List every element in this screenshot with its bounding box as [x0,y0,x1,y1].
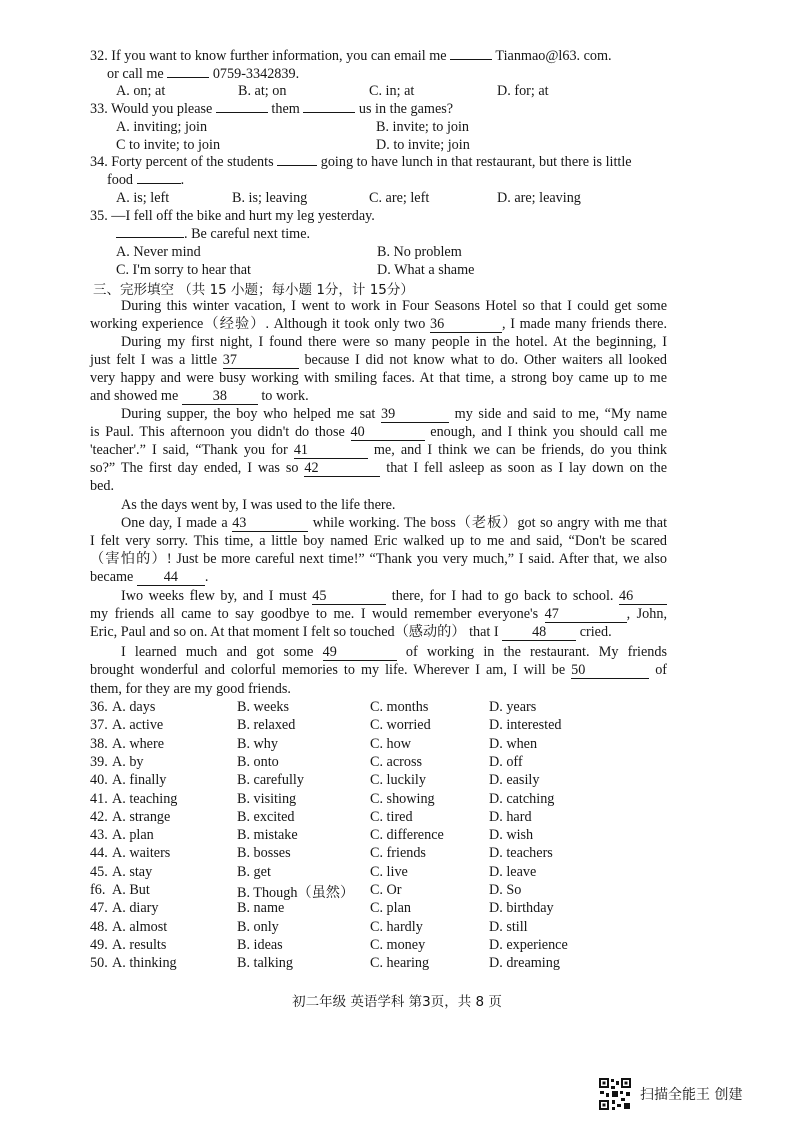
blank-44: 44 [137,569,205,586]
cloze-option-row [90,791,650,809]
option-c: C. friends [370,845,426,862]
q34-option-d: D. are; leaving [497,190,581,206]
option-a: A. strange [112,808,171,825]
option-a: A. teaching [112,790,178,807]
q32-option-d: D. for; at [497,83,549,99]
option-b: B. Though（虽然） [237,885,355,901]
cloze-option-row [90,955,650,973]
question-number: 44. [90,845,108,862]
passage-line: brought wonderful and colorful memories to my life. Wherever I am, I will be 50 of [90,662,668,678]
option-d: D. catching [489,790,555,807]
blank-36: 36 [430,316,502,333]
option-b: B. get [237,863,271,880]
option-c: C. how [370,735,411,752]
passage-line: them, for they are my good friends. [90,681,291,697]
option-d: D. interested [489,717,562,734]
q32-blank-1 [450,59,492,60]
option-d: D. years [489,699,537,715]
blank-48: 48 [502,624,576,641]
option-b: B. weeks [237,699,290,715]
question-number: 49. [90,936,108,953]
q33-blank-1 [216,112,268,113]
option-b: B. mistake [237,827,298,844]
question-number: 40. [90,772,108,789]
question-number: 36. [90,699,108,715]
option-a: A. stay [112,863,153,880]
scanner-watermark: 扫描全能王 创建 [640,1087,743,1103]
q34-option-c: C. are; left [369,190,430,206]
option-a: A. plan [112,827,154,844]
option-b: B. relaxed [237,717,296,734]
question-number: 45. [90,863,108,880]
passage-line: I learned much and got some 49 of working in the restaurant. My friends [121,644,667,660]
option-b: B. visiting [237,790,297,807]
cloze-option-row [90,827,650,845]
option-a: A. results [112,936,167,953]
q32-option-a: A. on; at [116,83,166,99]
passage-line: During my first night, I found there were so many people in the hotel. At the beginning, I [121,334,667,350]
option-b: B. excited [237,808,295,825]
q33-option-b: B. invite; to join [376,119,470,135]
option-b: B. why [237,735,278,752]
cloze-option-row [90,699,650,717]
option-d: D. So [489,882,522,898]
q35-option-b: B. No problem [377,244,462,260]
cloze-option-row [90,754,650,772]
question-number: 50. [90,955,108,972]
option-d: D. leave [489,863,537,880]
option-a: A. almost [112,918,168,935]
option-b: B. onto [237,753,279,770]
passage-line: During supper, the boy who helped me sat 39 my side and said to me, “My name [121,406,668,422]
blank-38: 38 [182,388,258,405]
blank-43: 43 [232,515,308,532]
blank-50: 50 [571,662,649,679]
passage-line: （害怕的）! Just be more careful next time!” “Thank you very much,” I said. After that, we also [90,551,667,567]
cloze-option-row [90,845,650,863]
passage-line: my friends all came to say goodbye to me. I would remember everyone's 47 , John, [90,606,668,622]
option-b: B. name [237,900,285,917]
option-a: A. by [112,753,144,770]
option-c: C. plan [370,900,411,917]
q34-option-b: B. is; leaving [232,190,308,206]
option-a: A. thinking [112,955,177,972]
passage-line: I felt very sorry. This time, a little boy named Eric walked up to me and said, “Don't be scared [90,533,667,549]
passage-line: bed. [90,478,115,494]
passage-line: Eric, Paul and so on. At that moment I felt so touched（感动的） that I 48 cried. [90,624,612,640]
option-c: C. tired [370,808,413,825]
q35-option-c: C. I'm sorry to hear that [116,262,251,278]
blank-46: 46 [619,588,667,605]
cloze-option-row [90,937,650,955]
q32-stem-line2: or call me 0759-3342839. [107,66,300,82]
option-c: C. Or [370,882,402,898]
question-number: f6. [90,882,106,898]
option-d: D. off [489,753,523,770]
option-d: D. birthday [489,900,554,917]
option-c: C. luckily [370,772,426,789]
cloze-option-row [90,717,650,735]
q32-option-b: B. at; on [238,83,287,99]
blank-39: 39 [381,406,449,423]
cloze-option-row [90,809,650,827]
question-number: 39. [90,753,108,770]
option-d: D. dreaming [489,955,560,972]
passage-line: Iwo weeks flew by, and I must 45 there, for I had to go back to school. 46 [121,587,667,605]
q34-option-a: A. is; left [116,190,170,206]
option-c: C. hearing [370,955,430,972]
passage-line: is Paul. This afternoon you didn't do those 40 enough, and I think you should call me [90,424,668,440]
q35-option-a: A. Never mind [116,244,201,260]
passage-line: During this winter vacation, I went to work in Four Seasons Hotel so that I could get some [121,298,667,314]
option-c: C. across [370,753,423,770]
blank-42: 42 [304,460,380,477]
passage-line: just felt I was a little 37 because I did not know what to do. Other waiters all looked [90,352,668,368]
passage-line: very happy and were busy working with smiling faces. At that time, a strong boy came up to me [90,370,667,386]
option-c: C. live [370,863,408,880]
option-a: A. where [112,735,164,752]
blank-41: 41 [294,442,368,459]
option-a: A. diary [112,900,159,917]
option-a: A. finally [112,772,167,789]
q35-option-d: D. What a shame [377,262,475,278]
option-c: C. hardly [370,918,423,935]
passage-line: 'teacher'.” I said, “Thank you for 41 me, and I think we can be friends, do you think [90,442,668,458]
passage-line: became 44 . [90,569,209,585]
option-c: C. showing [370,790,435,807]
question-number: 47. [90,900,108,917]
passage-line: and showed me 38 to work. [90,388,309,404]
blank-37: 37 [223,352,299,369]
q33-stem: 33. Would you please them us in the games? [90,101,454,117]
cloze-option-row [90,919,650,937]
question-number: 48. [90,918,108,935]
cloze-option-row [90,900,650,918]
question-number: 43. [90,827,108,844]
option-d: D. teachers [489,845,553,862]
q33-option-a: A. inviting; join [116,119,208,135]
q34-stem-line2: food . [107,172,185,188]
blank-49: 49 [323,644,397,661]
q35-stem: 35. —I fell off the bike and hurt my leg yesterday. [90,208,375,224]
question-number: 41. [90,790,108,807]
option-a: A. waiters [112,845,171,862]
option-d: D. easily [489,772,540,789]
passage-line: As the days went by, I was used to the life there. [121,497,396,513]
option-a: A. But [112,882,150,898]
q34-blank-2 [137,183,181,184]
question-number: 38. [90,735,108,752]
option-c: C. difference [370,827,444,844]
q34-stem: 34. Forty percent of the students going to have lunch in that restaurant, but there is little [90,154,632,170]
blank-47: 47 [545,606,627,623]
passage-line: working experience（经验）. Although it took only two 36 , I made many friends there. [90,316,667,332]
qr-code-icon [598,1077,632,1111]
cloze-option-row [90,864,650,882]
section-heading-cloze: 三、完形填空 （共 15 小题；每小题 1分，计 15分） [93,282,414,298]
cloze-option-row [90,736,650,754]
q32-blank-2 [167,77,209,78]
q32-option-c: C. in; at [369,83,415,99]
option-d: D. when [489,735,538,752]
q35-stem-line2: . Be careful next time. [116,225,310,243]
option-b: B. talking [237,955,293,972]
option-c: C. money [370,936,426,953]
option-c: C. months [370,699,429,715]
option-b: B. ideas [237,936,283,953]
option-d: D. still [489,918,528,935]
q32-stem: 32. If you want to know further information, you can email me Tianmao@l63. com. [90,48,612,64]
q34-blank-1 [277,165,317,166]
q33-option-d: D. to invite; join [376,137,470,153]
option-a: A. active [112,717,164,734]
option-b: B. only [237,918,279,935]
option-b: B. carefully [237,772,304,789]
passage-line: so?” The first day ended, I was so 42 that I fell asleep as soon as I lay down on the [90,460,668,476]
q33-blank-2 [303,112,355,113]
passage-line: One day, I made a 43 while working. The boss（老板）got so angry with me that [121,515,668,531]
option-d: D. wish [489,827,534,844]
option-d: D. hard [489,808,532,825]
question-number: 42. [90,808,108,825]
option-d: D. experience [489,936,568,953]
blank-45: 45 [312,588,386,605]
page-footer: 初二年级 英语学科 第3页，共 8 页 [292,994,502,1010]
cloze-option-row [90,882,650,900]
question-number: 37. [90,717,108,734]
cloze-option-row [90,772,650,790]
blank-40: 40 [351,424,425,441]
option-a: A. days [112,699,156,715]
q33-option-c: C to invite; to join [116,137,221,153]
option-b: B. bosses [237,845,291,862]
option-c: C. worried [370,717,431,734]
q35-blank [116,237,184,238]
